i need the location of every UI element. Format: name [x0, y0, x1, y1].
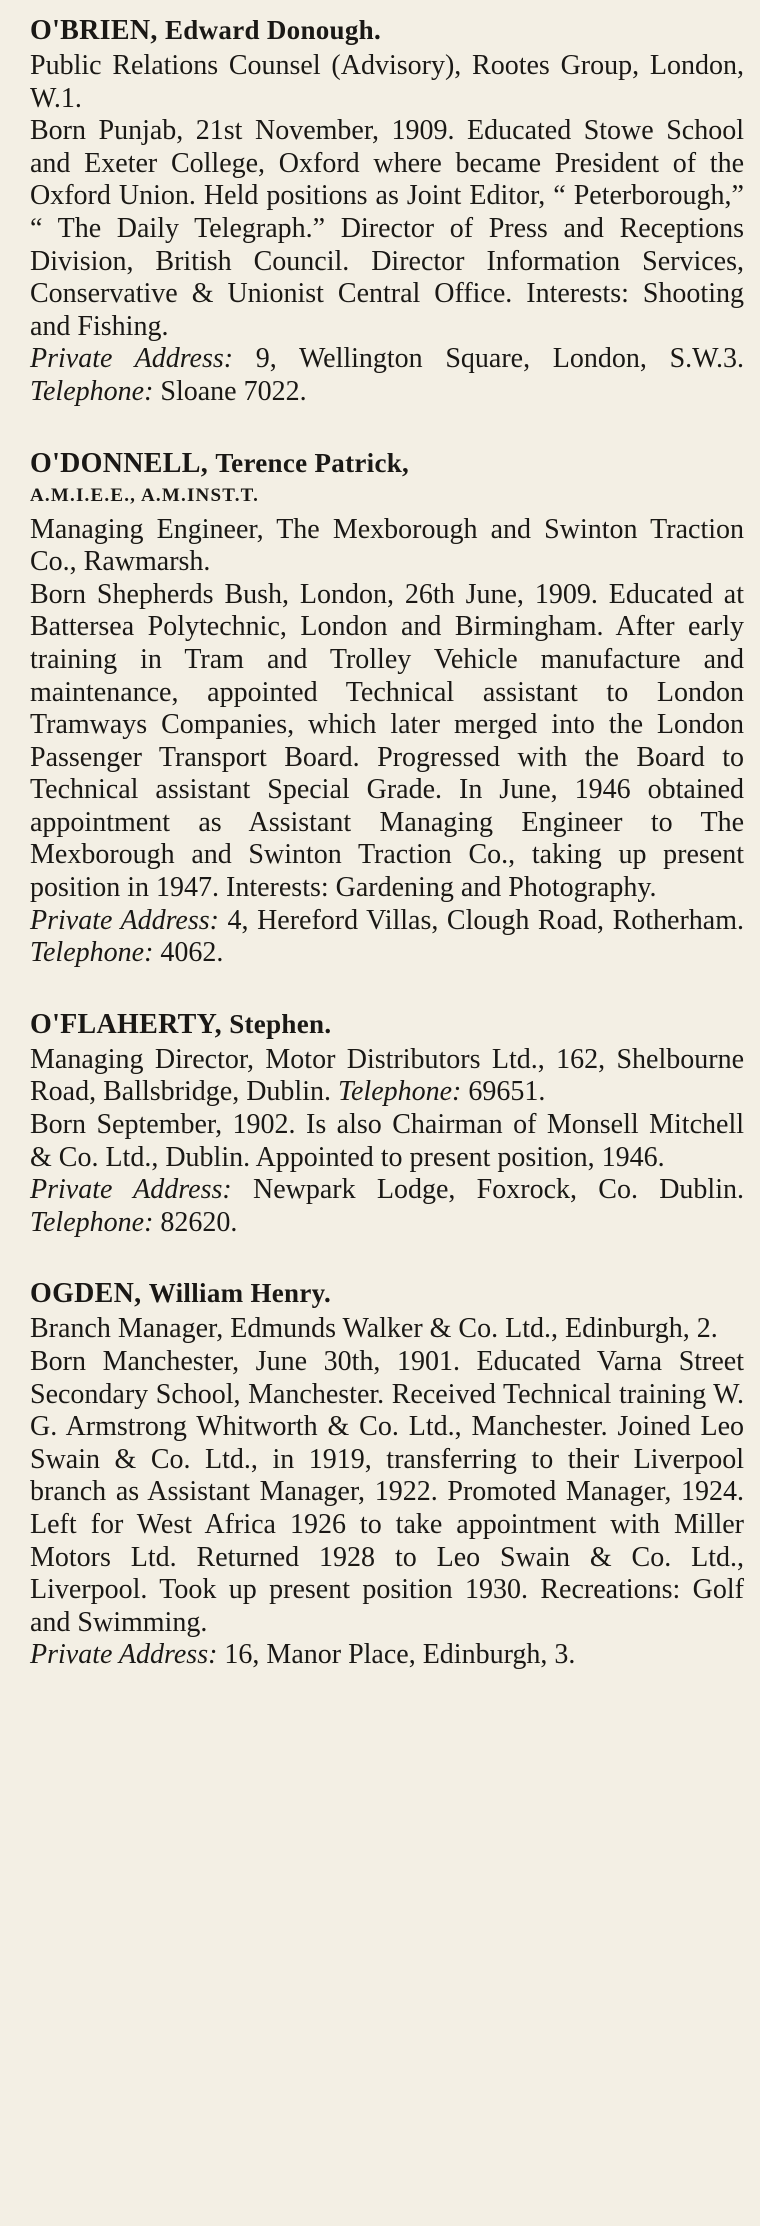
telephone-label: Telephone:	[30, 375, 154, 407]
address-label: Private Address:	[30, 1639, 218, 1671]
directory-entry	[30, 1008, 744, 1240]
entry-address	[30, 905, 744, 970]
entry-address	[30, 1174, 744, 1239]
address-value: Newpark Lodge, Foxrock, Co. Dublin.	[252, 1174, 744, 1206]
position-text: Managing Director, Motor Distributors Ltd., 162, Shelbourne Road, Ballsbridge, Dublin.	[30, 1043, 744, 1108]
address-label: Private Address:	[30, 343, 234, 375]
address-label: Private Address:	[30, 904, 219, 936]
entry-biography: Born Punjab, 21st November, 1909. Educated Stowe School and Exeter College, Oxford where became President of the Oxford Union. Held positions as Joint Editor, “ Peterborough,” “ The Daily Telegraph.” Director of Press and Receptions Division, British Council. Director Information Services, Conservative & Unionist Central Office. Interests: Shooting and Fishing.	[30, 115, 744, 342]
address-value: 4, Hereford Villas, Clough Road, Rotherham.	[227, 904, 745, 936]
telephone-value: 82620.	[160, 1206, 238, 1238]
entry-address	[30, 343, 744, 408]
telephone-label: Telephone:	[337, 1076, 462, 1108]
entry-name	[30, 1008, 744, 1041]
entry-name	[30, 1277, 744, 1310]
telephone-value: 4062.	[160, 937, 224, 969]
entry-position: Public Relations Counsel (Advisory), Rootes Group, London, W.1.	[30, 50, 744, 114]
address-value: 9, Wellington Square, London, S.W.3.	[255, 343, 744, 375]
entry-given-names: Terence Patrick,	[215, 447, 410, 478]
telephone-label: Telephone:	[30, 1206, 154, 1238]
entry-address	[30, 1639, 744, 1672]
entry-surname: O'FLAHERTY,	[30, 1008, 222, 1040]
entry-biography: Born Shepherds Bush, London, 26th June, 1909. Educated at Battersea Polytechnic, London and Birmingham. After early training in Tram and Trolley Vehicle manufacture and maintenance, appointed Technical assistant to London Tramways Companies, which later merged into the London Passenger Transport Board. Progressed with the Board to Technical assistant Special Grade. In June, 1946 obtained appointment as Assistant Managing Engineer to The Mexborough and Swinton Traction Co., taking up present position in 1947. Interests: Gardening and Photography.	[30, 578, 744, 904]
entry-biography: Born September, 1902. Is also Chairman of Monsell Mitchell & Co. Ltd., Dublin. Appointed to present position, 1946.	[30, 1109, 744, 1173]
entry-given-names: Stephen.	[229, 1008, 332, 1039]
entry-surname: OGDEN,	[30, 1278, 142, 1310]
telephone-value: Sloane 7022.	[160, 375, 307, 407]
entry-given-names: Edward Donough.	[164, 15, 382, 45]
directory-entry	[30, 1277, 744, 1672]
entry-position: Branch Manager, Edmunds Walker & Co. Ltd., Edinburgh, 2.	[30, 1313, 718, 1345]
entry-position	[30, 1044, 744, 1109]
entry-given-names: William Henry.	[148, 1278, 332, 1309]
telephone-value: 69651.	[468, 1076, 546, 1108]
directory-entry	[30, 447, 744, 970]
entry-name	[30, 447, 744, 511]
directory-entry	[30, 14, 744, 409]
address-label: Private Address:	[30, 1174, 232, 1206]
entry-qualifications: A.M.I.E.E., A.M.INST.T.	[30, 484, 260, 506]
telephone-label: Telephone:	[30, 937, 154, 969]
entry-name	[30, 14, 744, 47]
entry-surname: O'BRIEN,	[30, 15, 158, 46]
entry-position: Managing Engineer, The Mexborough and Swinton Traction Co., Rawmarsh.	[30, 513, 744, 578]
address-value: 16, Manor Place, Edinburgh, 3.	[224, 1639, 576, 1671]
entry-surname: O'DONNELL,	[30, 447, 209, 479]
entry-biography: Born Manchester, June 30th, 1901. Educated Varna Street Secondary School, Manchester. Received Technical training W. G. Armstrong Whitworth & Co. Ltd., Manchester. Joined Leo Swain & Co. Ltd., in 1919, transferring to their Liverpool branch as Assistant Manager, 1922. Promoted Manager, 1924. Left for West Africa 1926 to take appointment with Miller Motors Ltd. Returned 1928 to Leo Swain & Co. Ltd., Liverpool. Took up present position 1930. Recreations: Golf and Swimming.	[30, 1346, 744, 1638]
